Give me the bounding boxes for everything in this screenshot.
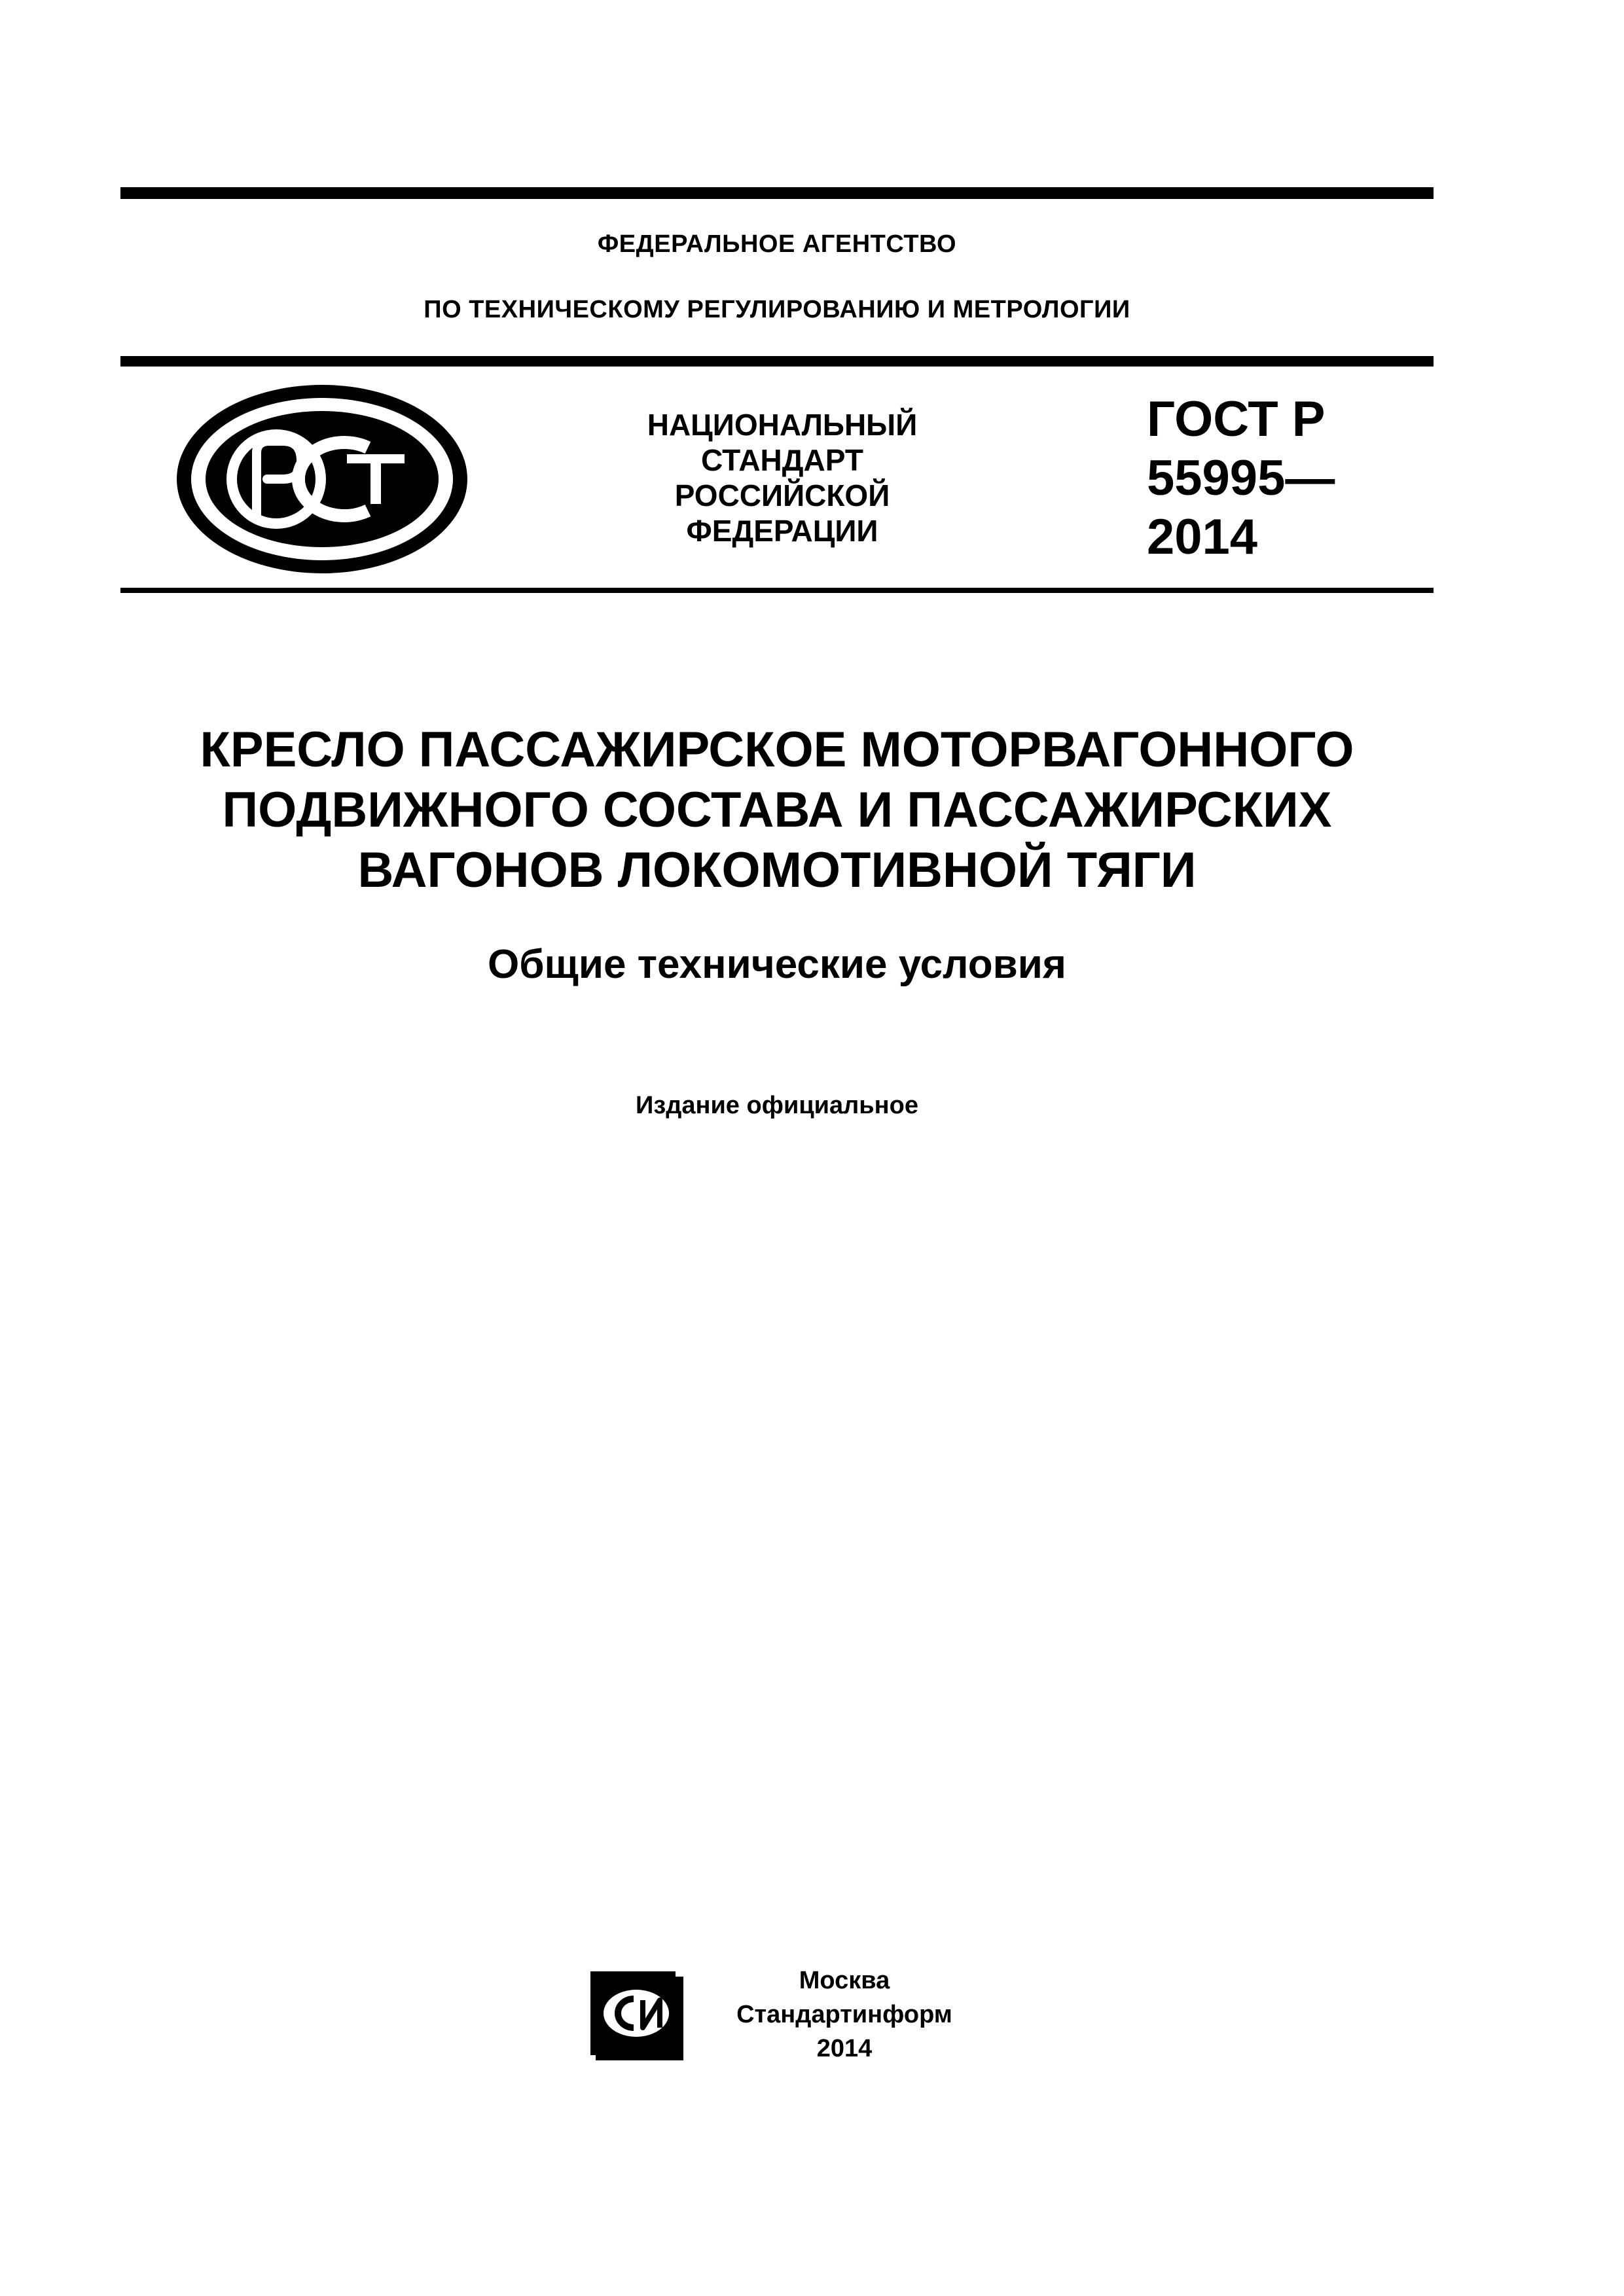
middle-rule [120,356,1434,367]
bottom-rule [120,588,1434,593]
national-line: РОССИЙСКОЙ [674,478,890,512]
top-rule [120,187,1434,199]
title-line: ВАГОНОВ ЛОКОМОТИВНОЙ ТЯГИ [357,842,1197,898]
imprint-publisher: Стандартинформ [736,2001,952,2028]
edition-note: Издание официальное [636,1092,918,1119]
designation-line: 2014 [1147,509,1258,565]
document-subtitle: Общие технические условия [488,942,1066,987]
standard-designation [1147,390,1422,567]
national-line: ФЕДЕРАЦИИ [686,514,878,548]
national-line: НАЦИОНАЛЬНЫЙ [647,408,918,442]
title-line: ПОДВИЖНОГО СОСТАВА И ПАССАЖИРСКИХ [222,782,1332,838]
agency-line-2: ПО ТЕХНИЧЕСКОМУ РЕГУЛИРОВАНИЮ И МЕТРОЛОГИИ [424,296,1130,323]
national-standard-label [589,407,975,548]
imprint-year: 2014 [816,2035,873,2062]
title-line: КРЕСЛО ПАССАЖИРСКОЕ МОТОРВАГОННОГО [200,722,1354,778]
publisher-imprint [700,1964,988,2066]
agency-line-1: ФЕДЕРАЛЬНОЕ АГЕНТСТВО [597,230,957,258]
document-title [120,720,1434,901]
standartinform-logo-icon [586,1965,691,2063]
rst-logo-icon [171,381,473,577]
designation-line: 55995— [1147,450,1335,506]
imprint-city: Москва [799,1967,890,1994]
national-line: СТАНДАРТ [701,443,863,477]
designation-line: ГОСТ Р [1147,391,1326,447]
